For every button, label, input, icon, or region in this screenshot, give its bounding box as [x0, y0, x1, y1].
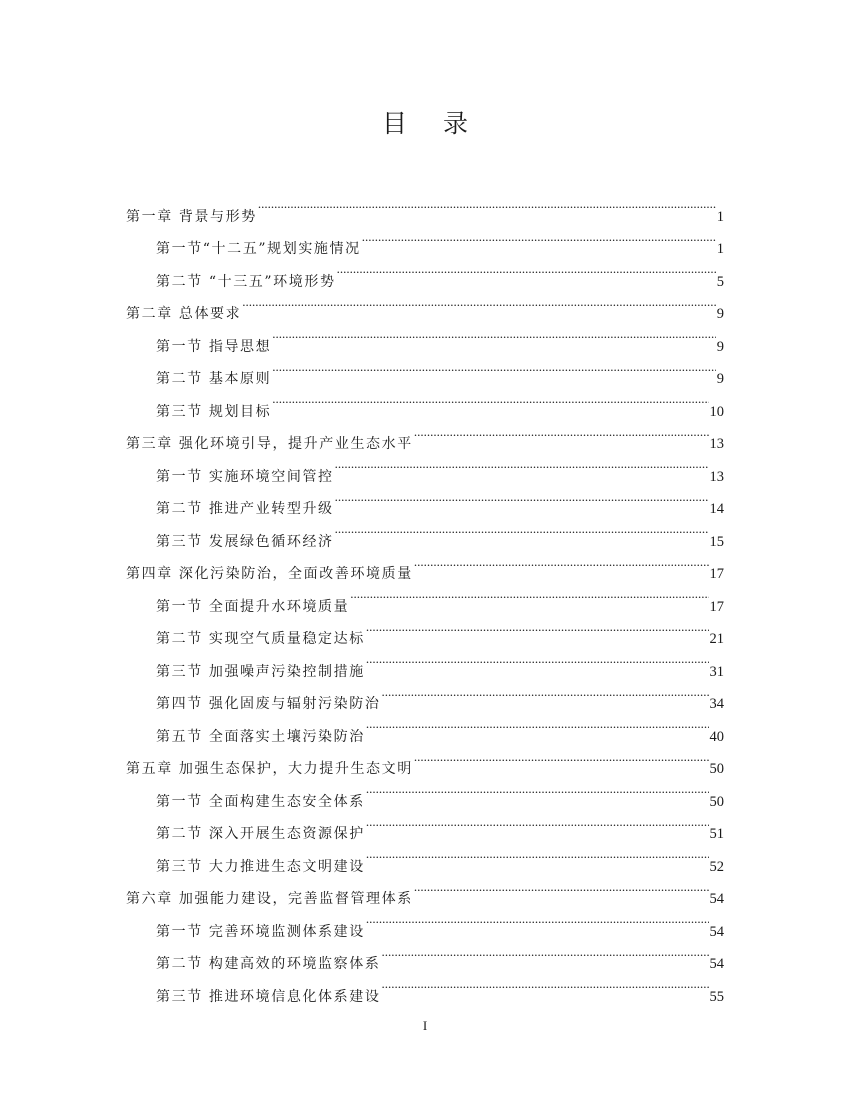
- toc-entry-label: 第三节 加强噪声污染控制措施: [156, 663, 365, 680]
- toc-entry-page: 9: [716, 306, 724, 322]
- toc-dot-leader: [381, 676, 708, 709]
- toc-entry-label: 第四节 强化固废与辐射污染防治: [156, 696, 381, 712]
- toc-dot-leader: [366, 773, 709, 806]
- toc-entry-page: 55: [709, 988, 724, 1005]
- toc-entry-label: 第五章 加强生态保护，大力提升生态文明: [126, 761, 413, 777]
- toc-dot-leader: [258, 188, 716, 221]
- toc-entry-page: 50: [709, 793, 724, 810]
- toc-entry-page: 13: [709, 436, 724, 452]
- toc-dot-leader: [337, 253, 716, 286]
- toc-entry-label: 第五节 全面落实土壤污染防治: [156, 728, 365, 745]
- toc-dot-leader: [414, 741, 709, 774]
- page-number: I: [422, 1018, 428, 1033]
- toc-entry-page: 9: [716, 371, 724, 387]
- toc-dot-leader: [242, 286, 716, 319]
- toc-entry-label: 第三节 大力推进生态文明建设: [156, 858, 365, 875]
- toc-dot-leader: [366, 806, 709, 839]
- toc-entry-page: 54: [709, 923, 724, 940]
- toc-entry-page: 51: [709, 826, 724, 842]
- toc-entry-page: 1: [716, 241, 724, 257]
- toc-dot-leader: [362, 221, 716, 254]
- toc-dot-leader: [366, 643, 709, 676]
- toc-entry-label: 第四章 深化污染防治，全面改善环境质量: [126, 566, 413, 582]
- page-title: 目 录: [382, 109, 482, 138]
- toc-entry-label: 第二章 总体要求: [126, 306, 242, 322]
- toc-entry-label: 第二节 “十三五”环境形势: [156, 273, 336, 290]
- toc-entry-page: 13: [709, 468, 724, 485]
- toc-entry-page: 17: [709, 566, 724, 582]
- toc-dot-leader: [366, 611, 709, 644]
- toc-dot-leader: [350, 578, 708, 611]
- table-of-contents: [126, 188, 724, 1005]
- toc-entry-page: 21: [709, 631, 724, 647]
- toc-entry-label: 第一节“十二五”规划实施情况: [156, 241, 361, 257]
- toc-dot-leader: [272, 383, 708, 416]
- toc-entry-page: 5: [716, 273, 724, 290]
- toc-entry-label: 第二节 实现空气质量稳定达标: [156, 631, 365, 647]
- toc-entry-label: 第二节 推进产业转型升级: [156, 501, 334, 517]
- toc-entry-label: 第二节 构建高效的环境监察体系: [156, 956, 381, 972]
- toc-entry-label: 第一章 背景与形势: [126, 208, 257, 225]
- toc-entry-label: 第六章 加强能力建设，完善监督管理体系: [126, 891, 413, 907]
- toc-entry-page: 14: [709, 501, 724, 517]
- toc-entry-label: 第一节 完善环境监测体系建设: [156, 923, 365, 940]
- toc-entry-label: 第三节 推进环境信息化体系建设: [156, 988, 381, 1005]
- toc-dot-leader: [335, 481, 709, 514]
- toc-entry-page: 17: [709, 598, 724, 615]
- toc-entry-label: 第一节 实施环境空间管控: [156, 468, 334, 485]
- toc-entry-page: 15: [709, 533, 724, 550]
- toc-dot-leader: [366, 903, 709, 936]
- toc-entry-page: 9: [716, 338, 724, 355]
- toc-entry-page: 40: [709, 728, 724, 745]
- toc-dot-leader: [335, 513, 709, 546]
- toc-dot-leader: [414, 416, 709, 449]
- toc-entry-label: 第一节 全面构建生态安全体系: [156, 793, 365, 810]
- toc-entry-label: 第一节 全面提升水环境质量: [156, 598, 350, 615]
- toc-entry-label: 第二节 基本原则: [156, 371, 272, 387]
- toc-dot-leader: [272, 318, 716, 351]
- toc-dot-leader: [414, 546, 709, 579]
- toc-chapter-entry[interactable]: [126, 188, 724, 225]
- toc-entry-label: 第三章 强化环境引导，提升产业生态水平: [126, 436, 413, 452]
- toc-dot-leader: [381, 936, 708, 969]
- toc-entry-label: 第三节 发展绿色循环经济: [156, 533, 334, 550]
- toc-entry-label: 第二节 深入开展生态资源保护: [156, 826, 365, 842]
- toc-entry-page: 50: [709, 761, 724, 777]
- toc-dot-leader: [381, 968, 708, 1001]
- toc-entry-page: 54: [709, 891, 724, 907]
- toc-entry-page: 54: [709, 956, 724, 972]
- toc-entry-page: 34: [709, 696, 724, 712]
- toc-entry-page: 10: [709, 403, 724, 420]
- toc-dot-leader: [366, 838, 709, 871]
- toc-dot-leader: [335, 448, 709, 481]
- toc-entry-page: 1: [716, 208, 724, 225]
- toc-entry-label: 第一节 指导思想: [156, 338, 272, 355]
- toc-dot-leader: [366, 708, 709, 741]
- toc-entry-page: 52: [709, 858, 724, 875]
- toc-dot-leader: [414, 871, 709, 904]
- toc-entry-page: 31: [709, 663, 724, 680]
- toc-dot-leader: [272, 351, 716, 384]
- toc-entry-label: 第三节 规划目标: [156, 403, 272, 420]
